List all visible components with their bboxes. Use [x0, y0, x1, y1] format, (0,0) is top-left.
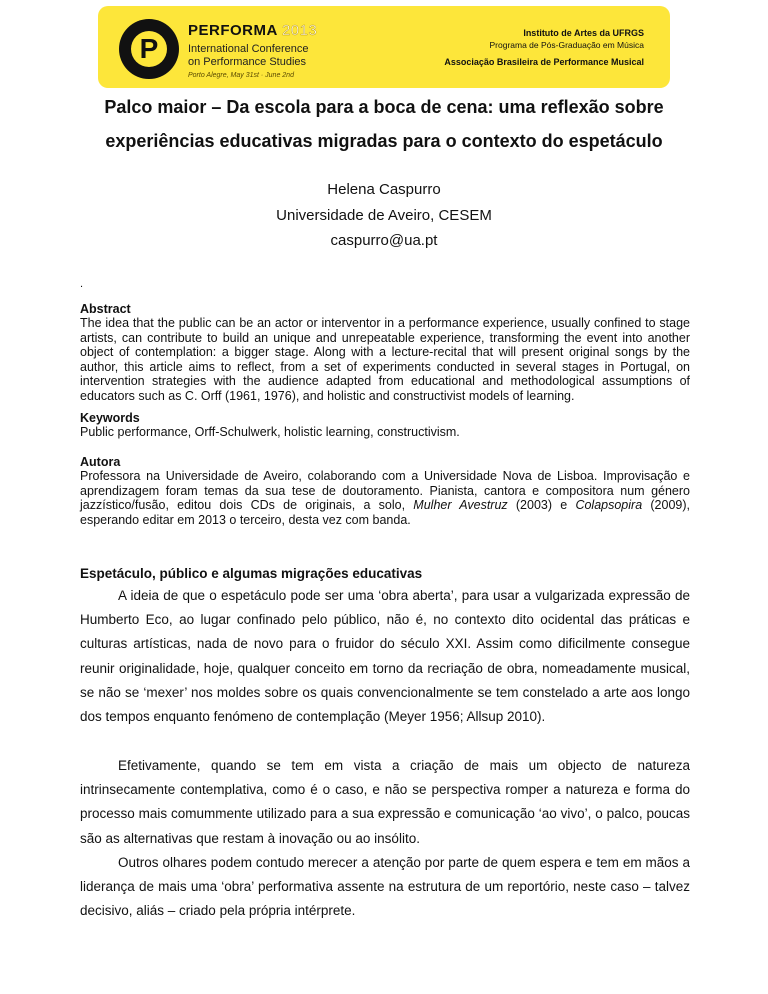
conference-line-2: on Performance Studies	[188, 56, 307, 68]
brand-name: PERFORMA	[188, 22, 278, 39]
body-paragraph-2: Efetivamente, quando se tem em vista a criação de mais um objecto de natureza intrinsecamente contemplativa, como é o caso, e não se perspectiva romper a natureza e forma do processo mais comummente utilizado para a sua expressão e comunicação ‘ao vivo’, o palco, poucas são as alternativas que restam à inovação ou ao insólito.	[80, 758, 690, 846]
separator-dot: .	[80, 278, 84, 290]
author-bio-text	[80, 469, 690, 527]
author-name: Helena Caspurro	[327, 181, 441, 198]
logo-letter: P	[139, 33, 159, 64]
abstract-text: The idea that the public can be an actor or interventor in a performance experience, usually confined to stage artists, can contribute to build an unique and unrepeatable experience, transforming the event into another object of contemplation: a bigger stage. Along with a lecture-recital that will present original songs by the author, this article aims to reflect, from a set of experiments conducted in several stages in Portugal, on intervention strategies with the audience adapted from educational and methodological assumptions of educators such as C. Orff (1961, 1976), and holistic and constructivist models of learning.	[80, 316, 690, 403]
bio-part-b: (2003) e	[507, 498, 576, 513]
conference-banner	[98, 6, 670, 88]
section-heading: Espetáculo, público e algumas migrações educativas	[80, 566, 423, 581]
author-bio-heading: Autora	[80, 455, 121, 469]
association-name: Associação Brasileira de Performance Musical	[444, 57, 644, 67]
cd-title-2: Colapsopira	[575, 498, 643, 513]
bio-part-a: Professora na Universidade de Aveiro, colaborando com a Universidade Nova de Lisboa. Improvisação e aprendizagem foram temas da sua tese de doutoramento. Pianista, cantora e compositora num género jazzístico/fusão, editou dois CDs de originais, a solo,	[80, 469, 690, 513]
body-paragraph-3: Outros olhares podem contudo merecer a atenção por parte de quem espera e tem em mãos a liderança de mais uma ‘obra’ performativa assente na estrutura de um reportório, neste caso – talvez decisivo, aliás – criado pela própria intérprete.	[80, 855, 690, 919]
conference-dates: Porto Alegre, May 31st · June 2nd	[188, 72, 294, 79]
author-affiliation: Universidade de Aveiro, CESEM	[276, 207, 492, 224]
keywords-text: Public performance, Orff-Schulwerk, holistic learning, constructivism.	[80, 425, 460, 439]
brand-title	[188, 22, 317, 39]
cd-title-1: Mulher Avestruz	[413, 498, 508, 513]
logo-inner-circle	[131, 31, 167, 67]
bio-part-c: (2009), esperando editar em 2013 o terceiro, desta vez com banda.	[80, 498, 690, 527]
performa-logo	[119, 19, 179, 79]
author-email: caspurro@ua.pt	[330, 232, 438, 249]
body-paragraph-1: A ideia de que o espetáculo pode ser uma ‘obra aberta’, para usar a vulgarizada expressão de Humberto Eco, ao lugar confinado pelo público, não é, no contexto dito ocidental das práticas e culturas artísticas, nada de novo para o fruidor do século XXI. Assim como dificilmente consegue reunir originalidade, hoje, qualquer conceito em torno da recriação de obra, nomeadamente musical, se não se ‘mexer’ nos moldes sobre os quais convencionalmente se tem constelado a arte aos longo dos tempos enquanto fenómeno de contemplação (Meyer 1956; Allsup 2010).	[80, 588, 690, 725]
program-name: Programa de Pós-Graduação em Música	[489, 40, 644, 50]
conference-line-1: International Conference	[188, 43, 309, 55]
abstract-heading: Abstract	[80, 302, 131, 316]
paper-title-line-1: Palco maior – Da escola para a boca de cena: uma reflexão sobre	[104, 97, 664, 117]
paper-title-line-2: experiências educativas migradas para o contexto do espetáculo	[105, 131, 663, 151]
keywords-heading: Keywords	[80, 411, 140, 425]
institute-name: Instituto de Artes da UFRGS	[523, 28, 644, 38]
brand-year: 2013	[281, 22, 318, 39]
